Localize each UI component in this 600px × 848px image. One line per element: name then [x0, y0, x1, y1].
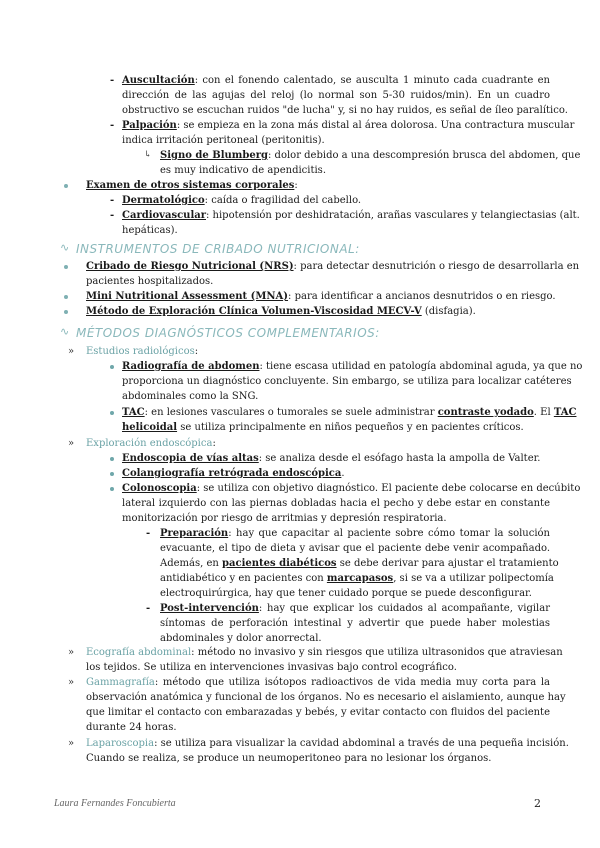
palpacion-line-1: Palpación: se empieza en la zona más distal al área dolorosa. Una contractura muscular [122, 120, 575, 131]
vias-altas-line: Endoscopia de vías altas: se analiza desde el esófago hasta la ampolla de Valter. [122, 453, 541, 464]
page-number: 2 [534, 797, 541, 810]
bullet-dot-icon [64, 265, 68, 269]
swirl-icon: ∿ [60, 325, 70, 338]
double-chevron-icon: » [68, 677, 74, 688]
bullet-dot-icon [64, 310, 68, 314]
gammagrafia-line-1: Gammagrafía: método que utiliza isótopos radioactivos de vida media muy corta para la [86, 677, 550, 688]
preparacion-line-3: Además, en pacientes diabéticos se debe derivar para ajustar el tratamiento [160, 558, 559, 569]
ecografia-line-2: los tejidos. Se utiliza en intervenciones invasivas bajo control ecográfico. [86, 662, 457, 673]
colonoscopia-line-2: lateral izquierdo con las piernas dobladas hacia el pecho y debe estar en constante [122, 498, 550, 509]
bullet-dot-icon [110, 472, 114, 476]
bullet-dot-icon [64, 184, 68, 188]
mna-line: Mini Nutritional Assessment (MNA): para identificar a ancianos desnutridos o en riesgo. [86, 291, 556, 302]
footer-author: Laura Fernandes Foncubierta [54, 798, 176, 809]
ecografia-line-1: Ecografía abdominal: método no invasivo y sin riesgos que utiliza ultrasonidos que atraviesan [86, 647, 563, 658]
section-title-metodos: MÉTODOS DIAGNÓSTICOS COMPLEMENTARIOS: [76, 326, 380, 340]
examen-heading: Examen de otros sistemas corporales: [86, 180, 298, 191]
rx-line-2: proporciona un diagnóstico concluyente. Sin embargo, se utiliza para localizar catéteres [122, 376, 572, 387]
palpacion-line-2: indica irritación peritoneal (peritonitis). [122, 135, 325, 146]
post-intervencion-line-3: abdominales y dolor anorrectal. [160, 633, 322, 644]
colonoscopia-line-1: Colonoscopia: se utiliza con objetivo diagnóstico. El paciente debe colocarse en decúbito [122, 483, 581, 494]
colonoscopia-line-3: monitorización por riesgo de arritmias y depresión respiratoria. [122, 513, 447, 524]
colangiografia-line: Colangiografía retrógrada endoscópica. [122, 468, 345, 479]
blumberg-line-1: Signo de Blumberg: dolor debido a una descompresión brusca del abdomen, que [160, 150, 581, 161]
gammagrafia-line-3: que limitar el contacto con embarazadas y bebés, y evitar contacto con fluidos del paciente [86, 707, 550, 718]
bullet-dot-icon [110, 365, 114, 369]
return-arrow-icon: ↳ [144, 150, 152, 160]
double-chevron-icon: » [68, 438, 74, 449]
cardiovascular-line-2: hepáticas). [122, 225, 178, 236]
preparacion-line-1: Preparación: hay que capacitar al paciente sobre cómo tomar la solución [160, 528, 550, 539]
blumberg-line-2: es muy indicativo de apendicitis. [160, 165, 326, 176]
dash-bullet: - [146, 603, 151, 614]
dash-bullet: - [110, 75, 115, 86]
section-title-cribado: INSTRUMENTOS DE CRIBADO NUTRICIONAL: [76, 242, 360, 256]
dash-bullet: - [110, 195, 115, 206]
endoscopica-heading: Exploración endoscópica: [86, 438, 216, 449]
auscultacion-line-1: Auscultación: con el fonendo calentado, se ausculta 1 minuto cada cuadrante en [122, 75, 550, 86]
post-intervencion-line-2: síntomas de perforación intestinal y advertir que puede haber molestias [160, 618, 550, 629]
dash-bullet: - [146, 528, 151, 539]
auscultacion-line-3: obstructivo se escuchan ruidos "de lucha" y, si no hay ruidos, es señal de íleo paralítico. [122, 105, 568, 116]
swirl-icon: ∿ [60, 241, 70, 254]
bullet-dot-icon [110, 457, 114, 461]
gammagrafia-line-4: durante 24 horas. [86, 722, 177, 733]
dash-bullet: - [110, 210, 115, 221]
nrs-line-2: pacientes hospitalizados. [86, 276, 214, 287]
rx-line-1: Radiografía de abdomen: tiene escasa utilidad en patología abdominal aguda, ya que no [122, 361, 583, 372]
dash-bullet: - [110, 120, 115, 131]
post-intervencion-line-1: Post-intervención: hay que explicar los cuidados al acompañante, vigilar [160, 603, 550, 614]
mecv-line: Método de Exploración Clínica Volumen-Viscosidad MECV-V (disfagia). [86, 306, 476, 317]
bullet-dot-icon [110, 411, 114, 415]
double-chevron-icon: » [68, 738, 74, 749]
auscultacion-line-2: dirección de las agujas del reloj (lo normal son 5-30 ruidos/min). En un cuadro [122, 90, 550, 101]
gammagrafia-line-2: observación anatómica y funcional de los órganos. No es necesario el aislamiento, aunque hay [86, 692, 566, 703]
radiologicos-heading: Estudios radiológicos: [86, 346, 199, 357]
rx-line-3: abdominales como la SNG. [122, 391, 259, 402]
preparacion-line-5: electroquirúrgica, hay que tener cuidado porque se puede desconfigurar. [160, 588, 532, 599]
nrs-line-1: Cribado de Riesgo Nutricional (NRS): para detectar desnutrición o riesgo de desarrollarla en [86, 261, 580, 272]
laparoscopia-line-1: Laparoscopia: se utiliza para visualizar la cavidad abdominal a través de una pequeña incisión. [86, 738, 569, 749]
double-chevron-icon: » [68, 647, 74, 658]
preparacion-line-2: evacuante, el tipo de dieta y avisar que el paciente debe venir acompañado. [160, 543, 550, 554]
laparoscopia-line-2: Cuando se realiza, se produce un neumoperitoneo para no lesionar los órganos. [86, 753, 492, 764]
double-chevron-icon: » [68, 346, 74, 357]
bullet-dot-icon [64, 295, 68, 299]
bullet-dot-icon [110, 487, 114, 491]
preparacion-line-4: antidiabético y en pacientes con marcapasos, si se va a utilizar polipectomía [160, 573, 554, 584]
tac-line-2: helicoidal se utiliza principalmente en niños pequeños y en pacientes críticos. [122, 422, 524, 433]
tac-line-1: TAC: en lesiones vasculares o tumorales se suele administrar contraste yodado. El TAC [122, 407, 577, 418]
dermatologico-line: Dermatológico: caída o fragilidad del cabello. [122, 195, 362, 206]
cardiovascular-line-1: Cardiovascular: hipotensión por deshidratación, arañas vasculares y telangiectasias (alt. [122, 210, 580, 221]
